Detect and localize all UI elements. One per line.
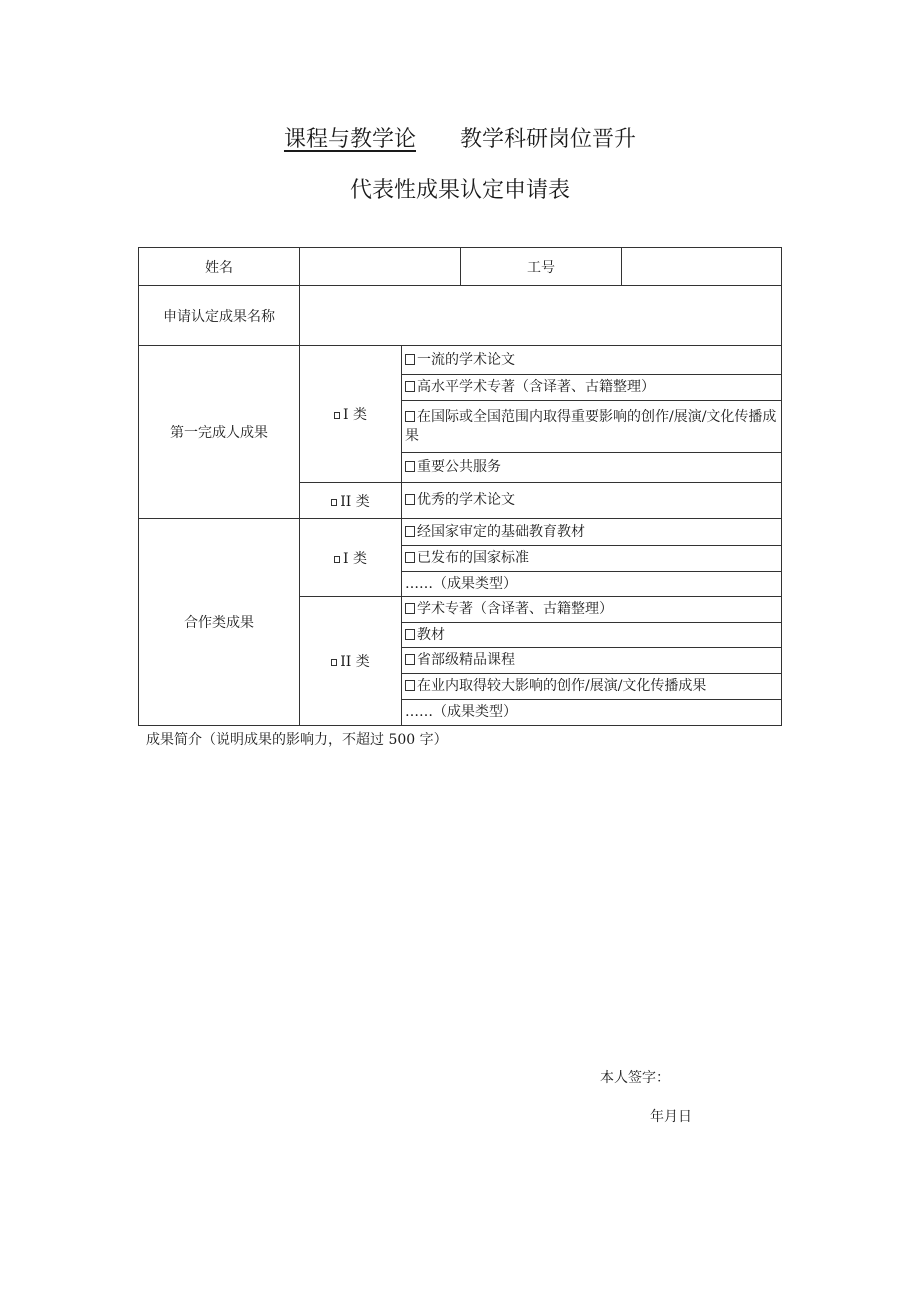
option-first-creation[interactable]: 在国际或全国范围内取得重要影响的创作/展演/文化传播成果 <box>402 401 782 453</box>
checkbox-icon[interactable] <box>405 552 415 563</box>
checkbox-icon[interactable] <box>405 526 415 537</box>
option-coop-class2-other[interactable]: ……（成果类型） <box>402 700 782 726</box>
checkbox-icon[interactable] <box>405 381 415 392</box>
employee-id-label: 工号 <box>461 248 622 286</box>
checkbox-icon[interactable] <box>331 499 337 506</box>
checkbox-icon[interactable] <box>331 659 337 666</box>
cooperative-section-label: 合作类成果 <box>139 519 300 726</box>
checkbox-icon[interactable] <box>334 556 340 563</box>
name-label: 姓名 <box>139 248 300 286</box>
form-title-line1 <box>0 122 920 153</box>
first-class1-label[interactable]: I 类 <box>300 346 402 483</box>
application-table <box>138 247 782 726</box>
date-label: 年月日 <box>650 1109 692 1125</box>
achievement-name-label: 申请认定成果名称 <box>139 286 300 346</box>
first-author-section-label: 第一完成人成果 <box>139 346 300 519</box>
option-first-public-service[interactable]: 重要公共服务 <box>402 453 782 483</box>
option-coop-textbook[interactable]: 教材 <box>402 623 782 648</box>
checkbox-icon[interactable] <box>405 461 415 472</box>
checkbox-icon[interactable] <box>405 629 415 640</box>
course-name: 课程与教学论 <box>283 127 416 152</box>
option-coop-national-standard[interactable]: 已发布的国家标准 <box>402 546 782 572</box>
checkbox-icon[interactable] <box>405 680 415 691</box>
option-first-good-paper[interactable]: 优秀的学术论文 <box>402 483 782 519</box>
coop-class2-label[interactable]: II 类 <box>300 597 402 726</box>
option-coop-monograph[interactable]: 学术专著（含译著、古籍整理） <box>402 597 782 623</box>
option-coop-quality-course[interactable]: 省部级精品课程 <box>402 648 782 674</box>
option-coop-textbook-national[interactable]: 经国家审定的基础教育教材 <box>402 519 782 546</box>
employee-id-field[interactable] <box>622 248 782 286</box>
option-coop-creation[interactable]: 在业内取得较大影响的创作/展演/文化传播成果 <box>402 674 782 700</box>
checkbox-icon[interactable] <box>334 412 340 419</box>
option-first-monograph[interactable]: 高水平学术专著（含译著、古籍整理） <box>402 375 782 401</box>
name-field[interactable] <box>300 248 461 286</box>
coop-class1-label[interactable]: I 类 <box>300 519 402 597</box>
checkbox-icon[interactable] <box>405 411 415 422</box>
checkbox-icon[interactable] <box>405 354 415 365</box>
checkbox-icon[interactable] <box>405 654 415 665</box>
title-main: 教学科研岗位晋升 <box>460 127 637 152</box>
checkbox-icon[interactable] <box>405 494 415 505</box>
option-first-paper[interactable]: 一流的学术论文 <box>402 346 782 375</box>
first-class2-label[interactable]: II 类 <box>300 483 402 519</box>
signature-label: 本人签字： <box>600 1070 670 1086</box>
achievement-name-field[interactable] <box>300 286 782 346</box>
checkbox-icon[interactable] <box>405 603 415 614</box>
option-coop-class1-other[interactable]: ……（成果类型） <box>402 572 782 597</box>
summary-label: 成果简介（说明成果的影响力，不超过 500 字） <box>146 732 448 748</box>
form-title-line2: 代表性成果认定申请表 <box>349 178 570 203</box>
